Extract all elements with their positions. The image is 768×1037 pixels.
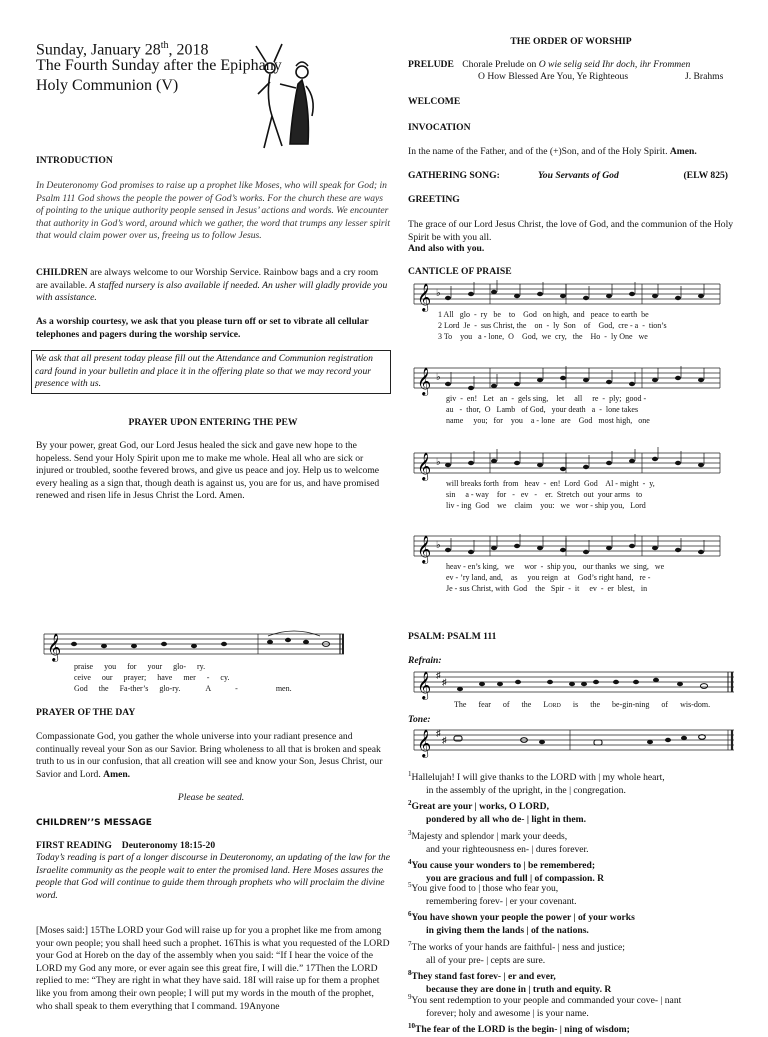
svg-text:𝄞: 𝄞 xyxy=(417,454,432,480)
verse-text: The works of your hands are faithful- | ness and justice; xyxy=(411,941,625,953)
invocation-heading: INVOCATION xyxy=(408,122,471,133)
continued-lyric-3: God the Fa-ther’s glo-ry. A - men. xyxy=(74,684,292,693)
svg-text:♯: ♯ xyxy=(442,677,447,687)
svg-text:♭: ♭ xyxy=(436,540,441,551)
psalm-verse-line xyxy=(408,1020,748,1037)
service-subtitle: The Fourth Sunday after the Epiphany xyxy=(36,57,282,74)
psalm-verse-line xyxy=(408,814,748,827)
psalm-verse-line xyxy=(408,879,748,896)
psalm-verse-line xyxy=(408,1008,748,1021)
psalm-verse-line xyxy=(408,896,748,909)
verse-text: forever; holy and awesome | is your name. xyxy=(426,1007,589,1019)
canticle-lyric-line: Je - sus Christ, with God the Spir - it ev - er blest, in xyxy=(446,584,648,593)
psalm-verses-1 xyxy=(408,768,748,886)
svg-text:♭: ♭ xyxy=(436,372,441,383)
svg-text:𝄞: 𝄞 xyxy=(417,673,432,699)
verse-number: 7 xyxy=(408,939,412,948)
children-label: CHILDREN xyxy=(36,267,88,278)
psalm-verse-line xyxy=(408,955,748,968)
verse-text: all of your pre- | cepts are sure. xyxy=(426,954,546,966)
canticle-staff-3 xyxy=(414,447,724,481)
verse-text: The fear of the LORD is the begin- | ning of wisdom; xyxy=(415,1024,630,1036)
psalm-heading: PSALM: PSALM 111 xyxy=(408,631,497,642)
psalm-verse-line xyxy=(408,967,748,984)
psalm-verse-line xyxy=(408,768,748,785)
greeting-heading: GREETING xyxy=(408,194,460,205)
verse-text: because they are done in | truth and equity. R xyxy=(426,983,612,995)
canticle-lyric-line: 3 To you a - lone, O God, we cry, the Ho - ly One we xyxy=(438,332,648,341)
verse-number: 9 xyxy=(408,993,412,1001)
continued-lyric-1: praise you for your glo- ry. xyxy=(74,662,206,671)
psalm-verse-line xyxy=(408,844,748,857)
verse-text: you are gracious and full | of compassion. R xyxy=(426,872,605,884)
svg-text:𝄞: 𝄞 xyxy=(47,635,62,661)
psalm-verse-line xyxy=(408,925,748,938)
prelude-subtitle: O How Blessed Are You, Ye Righteous xyxy=(478,71,629,82)
gathering-song-line: GATHERING SONG: You Servants of God (ELW 825) xyxy=(408,170,728,181)
tone-label: Tone: xyxy=(408,714,431,725)
psalm-verse-line xyxy=(408,797,748,814)
verse-text: Great are your | works, O LORD, xyxy=(411,801,549,813)
canticle-lyric-line: 1 All glo - ry be to God on high, and peace to earth be xyxy=(438,310,649,319)
psalm-verse-line xyxy=(408,991,748,1008)
psalm-verses-3 xyxy=(408,991,748,1037)
first-reading-intro: Today’s reading is part of a longer discourse in Deuteronomy, an updating of the law for the Israelite community as the people wait to enter the promised land. Here Moses assures the people that God will continue to guide them through prophets who will proclaim the divine word. xyxy=(36,852,390,901)
svg-text:♯: ♯ xyxy=(436,728,441,738)
verse-number: 10 xyxy=(408,1022,415,1031)
verse-text: You sent redemption to your people and commanded your cove- | nant xyxy=(411,995,682,1007)
canticle-lyric-line: au - thor, O Lamb of God, your death a - lone takes xyxy=(446,405,639,414)
canticle-lyric-line: name you; for you a - lone are God most high, one xyxy=(446,416,650,425)
canticle-lyric-line: ev - ’ry land, and, as you reign at God’s right hand, re - xyxy=(446,573,651,582)
reading-text: [Moses said:] 15The LORD your God will raise up for you a prophet like me from among your own people; you shall heed such a prophet. 16This is what you requested of the LORD your God at Horeb on the day of the assembly when you said: “If I hear the voice of the LORD my God any more, or ever again see this great fire, I will die.” 17Then the LORD replied to me: “They are right in what they have said. 18I will raise up for them a prophet like you from among their own people; I will put my words in the mouth of the prophet, who shall speak to them everything that I command. 19Anyone xyxy=(36,925,390,1012)
verse-text: pondered by all who de- | light in them. xyxy=(426,814,586,826)
service-type: Holy Communion (V) xyxy=(36,77,179,94)
introduction-text: In Deuteronomy God promises to raise up a prophet like Moses, who will speak for God; in Psalm 111 God shows the people the power of God’s works. For the church these are ways of pointing to the unique authority people sensed in Jesus’ actions and words. We encounter that authority in God’s word, around which we gather, the word that trumps any lesser spirit that would claim power over us, freeing us to follow Jesus. xyxy=(36,180,391,242)
order-heading: THE ORDER OF WORSHIP xyxy=(510,36,632,47)
verse-text: Hallelujah! I will give thanks to the LORD with | my whole heart, xyxy=(411,772,665,784)
verse-text: remembering forev- | er your covenant. xyxy=(426,895,577,907)
svg-text:♭: ♭ xyxy=(436,288,441,299)
psalm-verse-line xyxy=(408,938,748,955)
svg-text:♭: ♭ xyxy=(436,457,441,468)
courtesy-notice: As a worship courtesy, we ask that you please turn off or set to vibrate all cellular telephones and pagers during the worship service. xyxy=(36,316,369,340)
canticle-lyric-line: heav - en’s king, we wor - ship you, our thanks we sing, we xyxy=(446,562,665,571)
svg-text:𝄞: 𝄞 xyxy=(417,731,432,757)
canticle-staff-1 xyxy=(414,278,724,312)
attendance-box: We ask that all present today please fill out the Attendance and Communion registration card found in your bulletin and place it in the offering plate so that we may record your presence with us. xyxy=(31,350,391,394)
verse-number: 6 xyxy=(408,910,412,919)
psalm-verse-line xyxy=(408,856,748,873)
canticle-heading: CANTICLE OF PRAISE xyxy=(408,266,512,277)
verse-number: 1 xyxy=(408,770,412,778)
canticle-lyric-line: liv - ing God we claim you: we wor - ship you, Lord xyxy=(446,501,646,510)
psalm-verse-line xyxy=(408,827,748,844)
introduction-heading: INTRODUCTION xyxy=(36,155,113,166)
verse-number: 2 xyxy=(408,799,412,808)
prayer-pew-text: By your power, great God, our Lord Jesus healed the sick and gave new hope to the hopeless. Send your Holy Spirit upon me to make me whole. Heal all who are sick or injured or troubled, soothe fevered brows, and give us peace and joy. Help us to welcome every healing as a sign that, though death is against us, you are for us, and have promised renewed and risen life in Jesus Christ the Lord. Amen. xyxy=(36,440,380,502)
canticle-lyric-line: giv - en! Let an - gels sing, let all re - ply; good - xyxy=(446,394,647,403)
jesus-healing-clipart xyxy=(246,38,328,156)
psalm-verses-2 xyxy=(408,879,748,997)
invocation-text: In the name of the Father, and of the (+)Son, and of the Holy Spirit. Amen. xyxy=(408,146,697,157)
seated-instruction: Please be seated. xyxy=(177,792,245,803)
prayer-day-text: Compassionate God, you gather the whole universe into your radiant presence and continually reveal your Son as our Savior. Bring wholeness to all that is broken and speak truth to us in our confusion, that all creation will see and know your Son, Jesus Christ, our Savior and Lord. Amen. xyxy=(36,731,383,780)
canticle-continued-staff xyxy=(44,628,344,664)
verse-number: 3 xyxy=(408,828,412,837)
prayer-pew-heading: PRAYER UPON ENTERING THE PEW xyxy=(128,417,298,428)
svg-text:♯: ♯ xyxy=(436,670,441,680)
canticle-lyric-line: 2 Lord Je - sus Christ, the on - ly Son of God, cre - a - tion’s xyxy=(438,321,667,330)
first-reading-heading: FIRST READING Deuteronomy 18:15-20 xyxy=(36,840,216,851)
svg-text:𝄞: 𝄞 xyxy=(417,285,432,311)
prelude-composer: J. Brahms xyxy=(685,71,724,82)
svg-text:♯: ♯ xyxy=(442,735,447,745)
tone-staff xyxy=(414,724,734,758)
refrain-staff xyxy=(414,666,734,700)
prelude-line: PRELUDE Chorale Prelude on O wie selig seid Ihr doch, ihr Frommen xyxy=(408,59,691,70)
verse-number: 4 xyxy=(408,858,412,867)
greeting-text: The grace of our Lord Jesus Christ, the love of God, and the communion of the Holy Spirit be with you all. xyxy=(408,219,734,243)
verse-text: in giving them the lands | of the nations. xyxy=(426,925,589,937)
welcome-heading: WELCOME xyxy=(408,96,461,107)
svg-text:𝄞: 𝄞 xyxy=(417,537,432,563)
psalm-verse-line xyxy=(408,908,748,925)
canticle-staff-2 xyxy=(414,362,724,396)
verse-number: 5 xyxy=(408,881,412,889)
verse-text: You cause your wonders to | be remembered; xyxy=(411,860,596,872)
verse-text: You have shown your people the power | of your works xyxy=(411,912,635,924)
continued-lyric-2: ceive our prayer; have mer - cy. xyxy=(74,673,230,682)
canticle-lyric-line: will breaks forth from heav - en! Lord God Al - might - y, xyxy=(446,479,655,488)
svg-text:𝄞: 𝄞 xyxy=(417,369,432,395)
verse-text: Majesty and splendor | mark your deeds, xyxy=(411,830,568,842)
verse-text: They stand fast forev- | er and ever, xyxy=(411,971,556,983)
refrain-label: Refrain: xyxy=(408,655,442,666)
refrain-lyrics: The fear of the Lord is the be-gin-ning of wis-dom. xyxy=(454,700,711,709)
canticle-lyric-line: sin a - way for - ev - er. Stretch out your arms to xyxy=(446,490,643,499)
canticle-staff-4 xyxy=(414,530,724,564)
verse-text: and your righteousness en- | dures forever. xyxy=(426,843,589,855)
verse-number: 8 xyxy=(408,969,412,978)
childrens-message-heading: CHILDREN’’S MESSAGE xyxy=(36,818,152,828)
verse-text: You give food to | those who fear you, xyxy=(411,883,559,895)
service-date: Sunday, January 28th, 2018 xyxy=(36,40,209,59)
children-notice: CHILDREN are always welcome to our Worship Service. Rainbow bags and a cry room are available. A staffed nursery is also available if needed. An usher will gladly provide you with assistance. xyxy=(36,267,388,304)
verse-text: in the assembly of the upright, in the | congregation. xyxy=(426,784,626,796)
greeting-response: And also with you. xyxy=(408,243,485,254)
prayer-day-heading: PRAYER OF THE DAY xyxy=(36,707,136,718)
psalm-verse-line xyxy=(408,785,748,798)
